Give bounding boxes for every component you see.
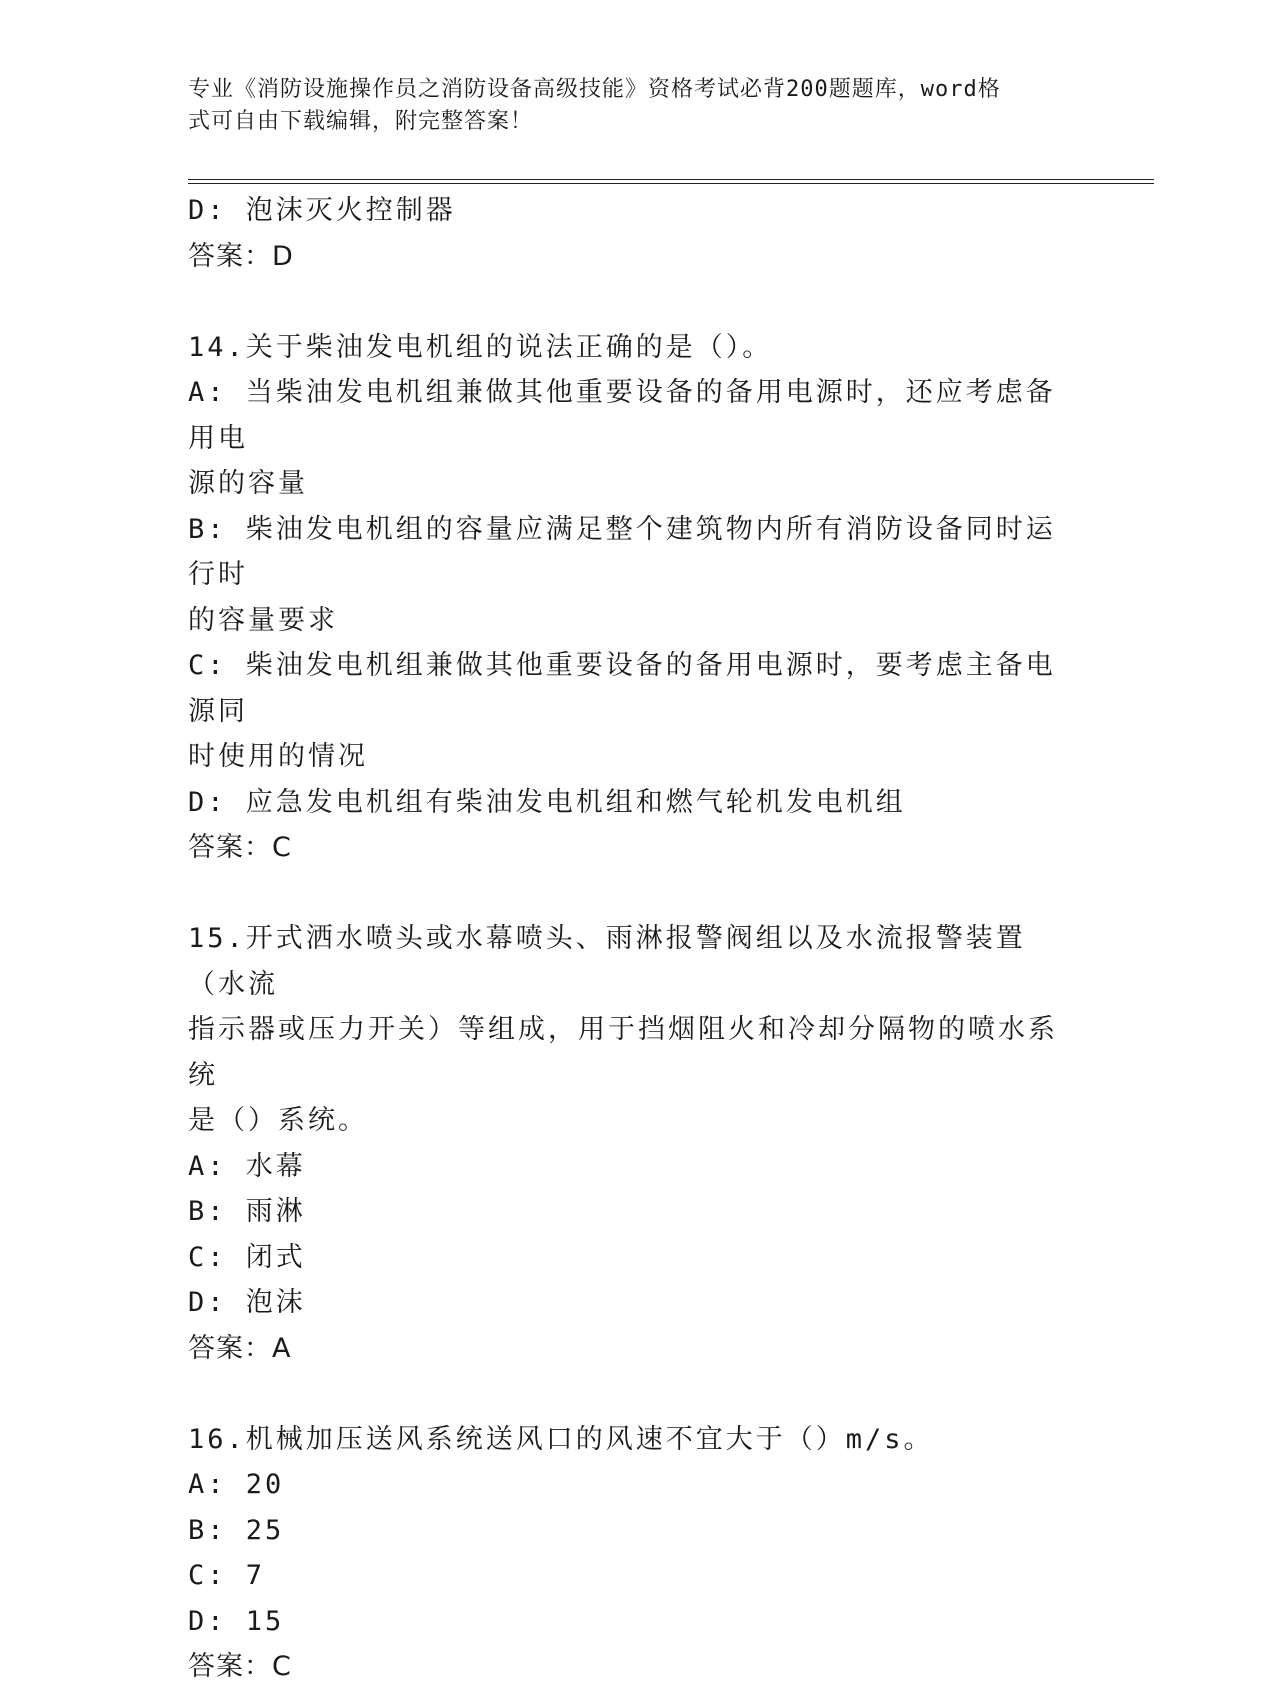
- answer: 答案：C: [188, 1651, 292, 1682]
- question-stem-line: 15.开式洒水喷头或水幕喷头、雨淋报警阀组以及水流报警装置（水流: [188, 923, 1026, 1000]
- option-b-line: 的容量要求: [188, 604, 338, 636]
- option-d-line: D: 应急发电机组有柴油发电机组和燃气轮机发电机组: [188, 786, 906, 818]
- question-16: [188, 1417, 1068, 1690]
- answer: 答案：A: [188, 1332, 292, 1364]
- option-c-line: C: 闭式: [188, 1241, 306, 1273]
- option-a-line: A: 当柴油发电机组兼做其他重要设备的备用电源时，还应考虑备用电: [188, 377, 1056, 454]
- header-rule-bottom: [188, 183, 1154, 184]
- option-a-line: 源的容量: [188, 468, 308, 499]
- question-stem-line: 是（）系统。: [188, 1105, 368, 1136]
- option-c-line: C: 7: [188, 1560, 266, 1591]
- option-a-line: A: 20: [188, 1469, 285, 1500]
- header-line-1: 专业《消防设施操作员之消防设备高级技能》资格考试必背200题题库，word格: [188, 77, 1001, 102]
- answer: 答案：C: [188, 832, 292, 863]
- option-d-line: D: 15: [188, 1605, 285, 1637]
- question-15: [188, 916, 1068, 1371]
- option-a-line: A: 水幕: [188, 1150, 306, 1182]
- question-stem-line: 指示器或压力开关）等组成，用于挡烟阻火和冷却分隔物的喷水系统: [188, 1014, 1058, 1091]
- spacer: [188, 1371, 1068, 1417]
- question-14: [188, 325, 1068, 871]
- prev-answer: 答案：D: [188, 240, 294, 272]
- option-c-line: C: 柴油发电机组兼做其他重要设备的备用电源时，要考虑主备电源同: [188, 650, 1056, 727]
- option-b-line: B: 雨淋: [188, 1196, 306, 1227]
- document-header: [188, 74, 1068, 138]
- spacer: [188, 279, 1068, 325]
- option-d-line: D: 泡沫: [188, 1287, 306, 1318]
- option-c-line: 时使用的情况: [188, 741, 368, 772]
- option-b-line: B: 柴油发电机组的容量应满足整个建筑物内所有消防设备同时运行时: [188, 513, 1056, 590]
- question-stem-line: 14.关于柴油发电机组的说法正确的是（）。: [188, 331, 773, 363]
- option-b-line: B: 25: [188, 1514, 285, 1546]
- question-content: [188, 188, 1068, 1690]
- prev-option-d: D: 泡沫灭火控制器: [188, 195, 456, 226]
- question-stem-line: 16.机械加压送风系统送风口的风速不宜大于（）m/s。: [188, 1423, 934, 1455]
- header-rule-top: [188, 179, 1154, 180]
- spacer: [188, 871, 1068, 917]
- header-line-2: 式可自由下载编辑，附完整答案！: [188, 109, 534, 134]
